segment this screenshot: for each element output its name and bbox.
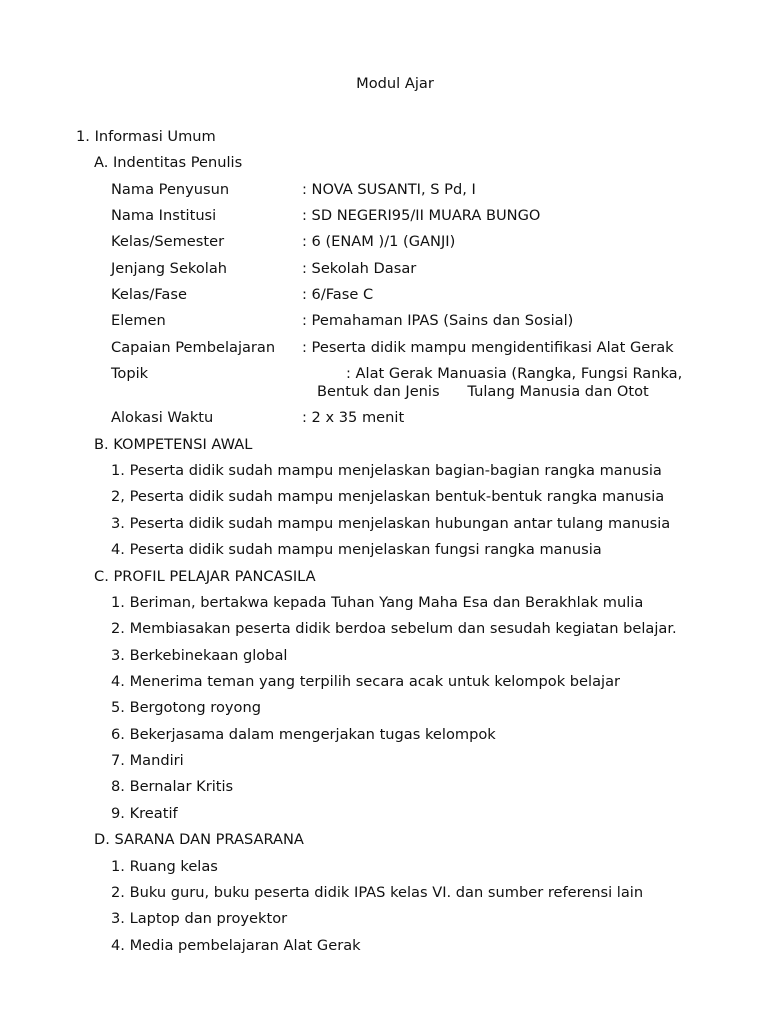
list-item: 2. Buku guru, buku peserta didik IPAS kelas VI. dan sumber referensi lain (111, 884, 644, 901)
value-nama-institusi: : SD NEGERI95/II MUARA BUNGO (302, 207, 541, 224)
value-capaian-pembelajaran: : Peserta didik mampu mengidentifikasi Alat Gerak (302, 339, 674, 356)
value-jenjang-sekolah: : Sekolah Dasar (302, 260, 417, 277)
list-item: 2. Membiasakan peserta didik berdoa sebelum dan sesudah kegiatan belajar. (111, 620, 677, 637)
label-alokasi-waktu: Alokasi Waktu (111, 409, 214, 426)
label-jenjang-sekolah: Jenjang Sekolah (111, 260, 228, 277)
list-item: 4. Menerima teman yang terpilih secara acak untuk kelompok belajar (111, 673, 621, 690)
heading-profil-pelajar-pancasila: C. PROFIL PELAJAR PANCASILA (94, 568, 316, 585)
label-kelas-semester: Kelas/Semester (111, 233, 225, 250)
value-kelas-fase: : 6/Fase C (302, 286, 374, 303)
list-item: 4. Peserta didik sudah mampu menjelaskan fungsi rangka manusia (111, 541, 602, 558)
value-kelas-semester: : 6 (ENAM )/1 (GANJI) (302, 233, 456, 250)
heading-identitas-penulis: A. Indentitas Penulis (94, 154, 243, 171)
value-topik-line1: : Alat Gerak Manuasia (Rangka, Fungsi Ranka, (346, 365, 683, 382)
list-item: 8. Bernalar Kritis (111, 778, 234, 795)
heading-kompetensi-awal: B. KOMPETENSI AWAL (94, 436, 253, 453)
list-item: 2, Peserta didik sudah mampu menjelaskan bentuk-bentuk rangka manusia (111, 488, 665, 505)
label-capaian-pembelajaran: Capaian Pembelajaran (111, 339, 276, 356)
list-item: 4. Media pembelajaran Alat Gerak (111, 937, 361, 954)
value-topik-line2: Bentuk dan Jenis Tulang Manusia dan Otot (317, 383, 649, 400)
value-nama-penyusun: : NOVA SUSANTI, S Pd, I (302, 181, 476, 198)
value-elemen: : Pemahaman IPAS (Sains dan Sosial) (302, 312, 574, 329)
label-kelas-fase: Kelas/Fase (111, 286, 187, 303)
list-item: 3. Laptop dan proyektor (111, 910, 288, 927)
label-nama-penyusun: Nama Penyusun (111, 181, 230, 198)
heading-sarana-prasarana: D. SARANA DAN PRASARANA (94, 831, 304, 848)
list-item: 3. Peserta didik sudah mampu menjelaskan hubungan antar tulang manusia (111, 515, 671, 532)
label-elemen: Elemen (111, 312, 166, 329)
list-item: 1. Ruang kelas (111, 858, 218, 875)
value-alokasi-waktu: : 2 x 35 menit (302, 409, 405, 426)
list-item: 1. Peserta didik sudah mampu menjelaskan bagian-bagian rangka manusia (111, 462, 662, 479)
label-nama-institusi: Nama Institusi (111, 207, 217, 224)
list-item: 7. Mandiri (111, 752, 184, 769)
label-topik: Topik (111, 365, 149, 382)
list-item: 9. Kreatif (111, 805, 178, 822)
list-item: 5. Bergotong royong (111, 699, 261, 716)
document-title: Modul Ajar (356, 75, 434, 92)
list-item: 3. Berkebinekaan global (111, 647, 288, 664)
list-item: 1. Beriman, bertakwa kepada Tuhan Yang Maha Esa dan Berakhlak mulia (111, 594, 644, 611)
section-informasi-umum: 1. Informasi Umum (76, 128, 216, 145)
list-item: 6. Bekerjasama dalam mengerjakan tugas kelompok (111, 726, 496, 743)
